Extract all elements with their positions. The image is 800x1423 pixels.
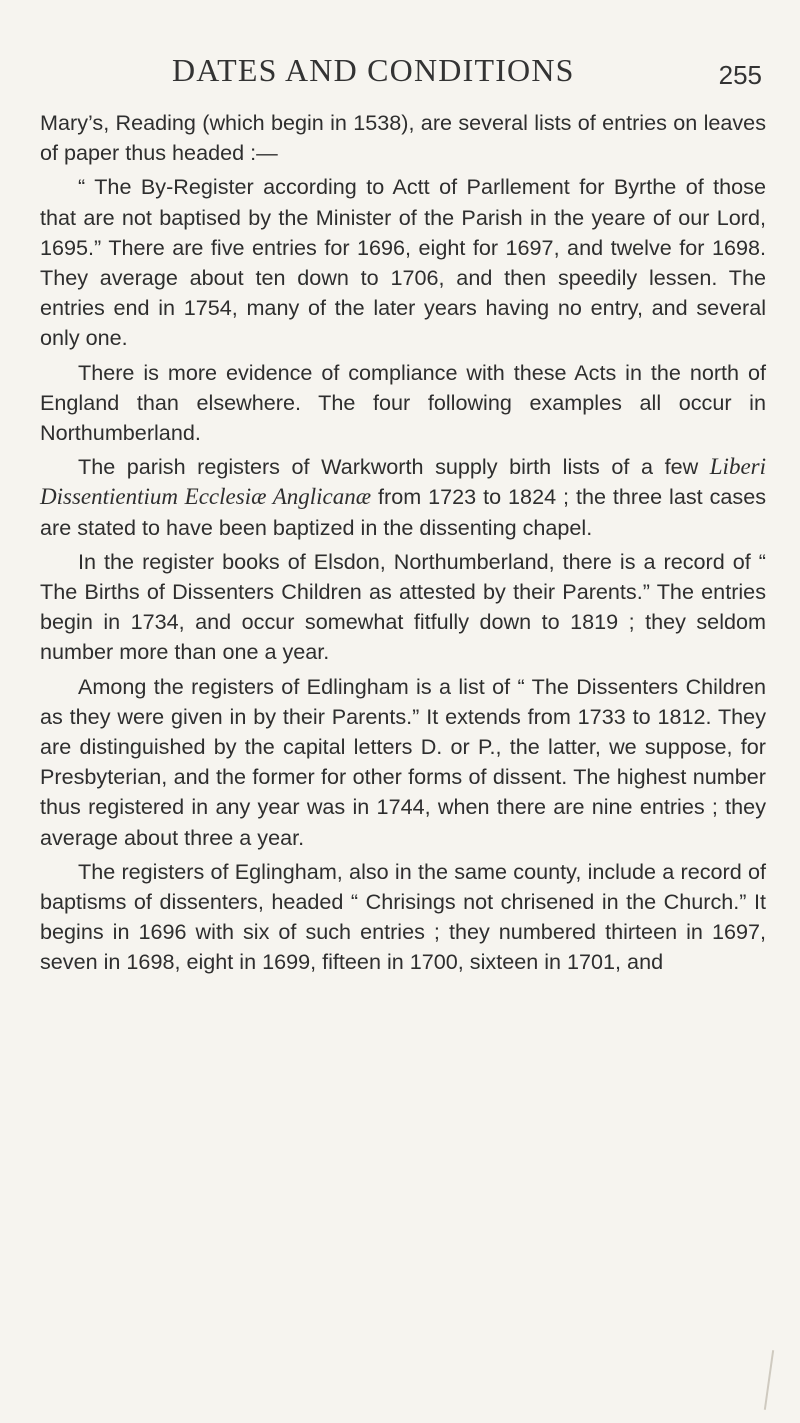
page-number: 255 — [718, 60, 762, 90]
warkworth-text-start: The parish registers of Warkworth supply birth lists of a few — [78, 454, 710, 480]
warkworth-text-end: from 1723 to 1824 ; the three last cases are stated to have been baptized in the dissenting chapel. — [40, 484, 767, 540]
latin-phrase: Liberi Dissentientium Ecclesiæ Anglicanæ — [40, 454, 766, 510]
paragraph-continuation: Mary’s, Reading (which begin in 1538), are several lists of entries on leaves of paper thus headed :— — [40, 110, 766, 166]
paragraph-edlingham: Among the registers of Edlingham is a list of “ The Dissenters Children as they were given in by their Parents.” It extends from 1733 to 1812. They are distinguished by the capital letters D. or P., the latter, we suppose, for Presbyterian, and the former for other forms of dissent. The highest number thus registered in any year was in 1744, when there are nine entries ; they average about three a year. — [40, 673, 766, 850]
paragraph-northern-compliance: There is more evidence of compliance with these Acts in the north of England than elsewhere. The four following examples all occur in Northumberland. — [40, 359, 766, 446]
paragraph-eglingham: The registers of Eglingham, also in the same county, include a record of baptisms of dissenters, headed “ Chrisings not chrisened in the Church.” It begins in 1696 with six of such entries ; they numbered thirteen in 1697, seven in 1698, eight in 1699, fifteen in 1700, sixteen in 1701, and — [40, 858, 766, 975]
margin-pencil-mark — [764, 1350, 774, 1410]
body-text — [40, 108, 766, 978]
paragraph-by-register: “ The By-Register according to Actt of Parllement for Byrthe of those that are not baptised by the Minister of the Parish in the yeare of our Lord, 1695.” There are five entries for 1696, eight for 1697, and twelve for 1698. They average about ten down to 1706, and then speedily lessen. The entries end in 1754, many of the later years having no entry, and several only one. — [40, 174, 766, 351]
paragraph-warkworth — [40, 452, 766, 543]
paragraph-elsdon: In the register books of Elsdon, Northumberland, there is a record of “ The Births of Dissenters Children as attested by their Parents.” The entries begin in 1734, and occur somewhat fitfully down to 1819 ; they seldom number more than one a year. — [40, 548, 766, 665]
running-title: DATES AND CONDITIONS — [172, 52, 575, 88]
